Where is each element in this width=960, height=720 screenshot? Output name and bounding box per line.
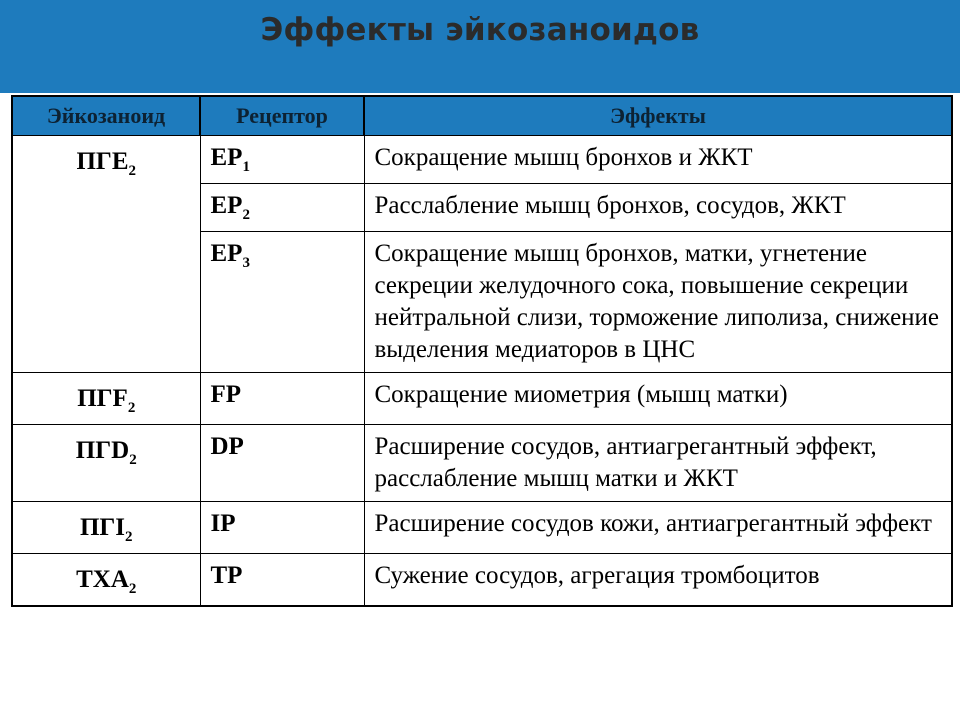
table-row [12,502,952,554]
receptor-cell [200,554,364,607]
receptor-name: IP [210,510,236,537]
receptor-name: FP [210,381,242,408]
receptor-cell [200,373,364,425]
table-row [12,554,952,607]
effect-cell: Расширение сосудов кожи, антиагрегантный эффект [364,502,952,554]
header-eicosanoid: Эйкозаноид [12,96,200,136]
effect-cell: Сужение сосудов, агрегация тромбоцитов [364,554,952,607]
eicosanoid-cell [12,425,200,502]
receptor-subscript: 1 [242,159,250,175]
eicosanoid-effects-table [11,95,953,607]
eicosanoid-cell [12,554,200,607]
header-receptor: Рецептор [200,96,364,136]
eicosanoid-name: ПГD [75,437,130,464]
eicosanoid-subscript: 2 [128,581,137,597]
table-header-row [12,96,952,136]
header-effects: Эффекты [364,96,952,136]
table-row [12,373,952,425]
eicosanoid-subscript: 2 [125,529,133,545]
eicosanoid-subscript: 2 [129,452,137,468]
receptor-name: ЕР [210,192,243,219]
receptor-subscript: 2 [242,207,250,223]
receptor-name: DP [210,433,244,460]
effect-cell: Расслабление мышц бронхов, сосудов, ЖКТ [364,184,952,232]
effect-cell: Сокращение миометрия (мышц матки) [364,373,952,425]
effect-cell: Расширение сосудов, антиагрегантный эффект, расслабление мышц матки и ЖКТ [364,425,952,502]
eicosanoid-subscript: 2 [127,400,136,416]
receptor-name: ЕР [210,240,243,267]
receptor-cell [200,425,364,502]
table-row [12,425,952,502]
eicosanoid-name: ПГЕ [76,148,129,175]
receptor-cell [200,136,364,184]
eicosanoid-subscript: 2 [128,163,137,179]
eicosanoid-cell [12,373,200,425]
table-row [12,136,952,184]
receptor-name: ЕР [210,144,243,171]
page-title: Эффекты эйкозаноидов [260,12,700,48]
effect-cell: Сокращение мышц бронхов и ЖКТ [364,136,952,184]
receptor-cell [200,502,364,554]
receptor-cell [200,184,364,232]
eicosanoid-cell [12,502,200,554]
receptor-cell [200,232,364,373]
receptor-name: ТР [210,562,243,589]
effect-cell: Сокращение мышц бронхов, матки, угнетение секреции желудочного сока, повышение секреции нейтральной слизи, торможение липолиза, снижение выделения медиаторов в ЦНС [364,232,952,373]
eicosanoid-cell [12,136,200,373]
eicosanoid-name: ПГI [79,514,126,541]
eicosanoid-name: ТХА [76,566,129,593]
receptor-subscript: 3 [242,255,250,271]
eicosanoid-name: ПГF [77,385,128,412]
